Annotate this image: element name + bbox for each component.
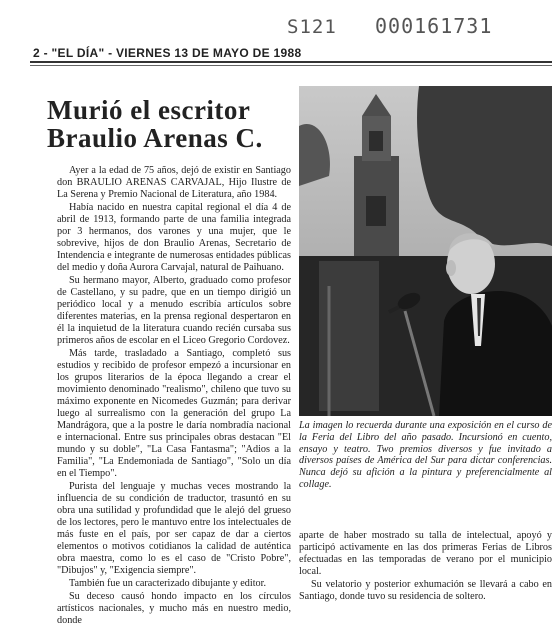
paragraph: Su deceso causó hondo impacto en los círculos artísticos nacionales, y mucho más en nuestro medio, donde bbox=[57, 591, 291, 626]
paragraph: Purista del lenguaje y muchas veces mostrando la influencia de su condición de traductor, trasuntó en su obra una sutilidad y profundidad que le alejó del grueso de los lectores, pero le mantuvo entre los intelectuales de más fuste en el país, por ser capaz de dar a ciertos elementos o motivos cotidianos la calidad de auténtica obra maestra, como lo es el caso de "Cristo Pobre", "Dibujos" y, "Exigencia siempre". bbox=[57, 481, 291, 576]
paragraph: aparte de haber mostrado su talla de intelectual, apoyó y participó activamente en las dos primeras Ferias de Libros efectuadas en las temporadas de verano por el municipio local. bbox=[299, 530, 552, 577]
photo-illustration bbox=[299, 86, 552, 416]
headline-line-2: Braulio Arenas C. bbox=[47, 123, 263, 153]
paragraph: Su hermano mayor, Alberto, graduado como profesor de Castellano, y su padre, que en un tiempo dirigió un periódico local y a menudo escribía artículos sobre diferentes materias, en la prensa regional despertaron en él la inquietud de la literatura cuando recién cursaba sus primeros años de escolar en el Liceo Gregorio Cordovez. bbox=[57, 275, 291, 346]
handwritten-mark-left: S121 bbox=[287, 16, 337, 38]
paragraph: Más tarde, trasladado a Santiago, completó sus estudios y recibido de profesor empezó a incursionar en los grupos literarios de la época llegando a crear el movimiento denominado "realismo", chileno que tuvo su máximo exponente en Nicomedes Guzmán; para derivar luego al surrealismo con la generación del grupo La Mandrágora, que a la postre le daría nombradía nacional e internacional. Entre sus principales obras destacan "El mundo y su doble", "La Casa Fantasma"; "Adios a la Familia", "La Endemoniada de Santiago", "Solo un día en el Tiempo". bbox=[57, 348, 291, 479]
caption-text: La imagen lo recuerda durante una exposición en el curso de la Feria del Libro del año pasado. Incursionó en cuento, ensayo y teatro. Two premios diversos y fue invitado a diversos países de América del Sur para dictar conferencias. Nunca dejó su afición a la pintura y preferencialmente al collage. bbox=[299, 420, 552, 490]
headline-line-1: Murió el escritor bbox=[47, 95, 251, 125]
article-headline bbox=[47, 96, 292, 152]
handwritten-archive-number: 000161731 bbox=[375, 14, 493, 38]
paragraph: Había nacido en nuestra capital regional el día 4 de abril de 1913, formando parte de una familia integrada por 3 hermanos, dos varones y una mujer, que le sobrevive, hijos de don Braulio Arenas, Secretario de Intendencia e integrante de numerosas entidades públicas del medio y doña Aurora Carvajal, natural de Paihuano. bbox=[57, 202, 291, 273]
article-photo bbox=[299, 86, 552, 416]
header-rule-thin bbox=[30, 65, 552, 66]
paragraph: También fue un caracterizado dibujante y editor. bbox=[69, 578, 267, 589]
photo-caption bbox=[299, 420, 552, 491]
newspaper-header: 2 - "EL DÍA" - VIERNES 13 DE MAYO DE 1988 bbox=[33, 46, 302, 60]
paragraph: Su velatorio y posterior exhumación se llevará a cabo en Santiago, donde tuvo su residencia de soltero. bbox=[299, 579, 552, 602]
article-body-right-column bbox=[299, 530, 552, 604]
header-rule bbox=[30, 61, 552, 63]
article-body-left-column bbox=[57, 165, 291, 628]
paragraph: Ayer a la edad de 75 años, dejó de existir en Santiago don BRAULIO ARENAS CARVAJAL, Hijo Ilustre de La Serena y Premio Nacional de Literatura, año 1984. bbox=[57, 165, 291, 200]
